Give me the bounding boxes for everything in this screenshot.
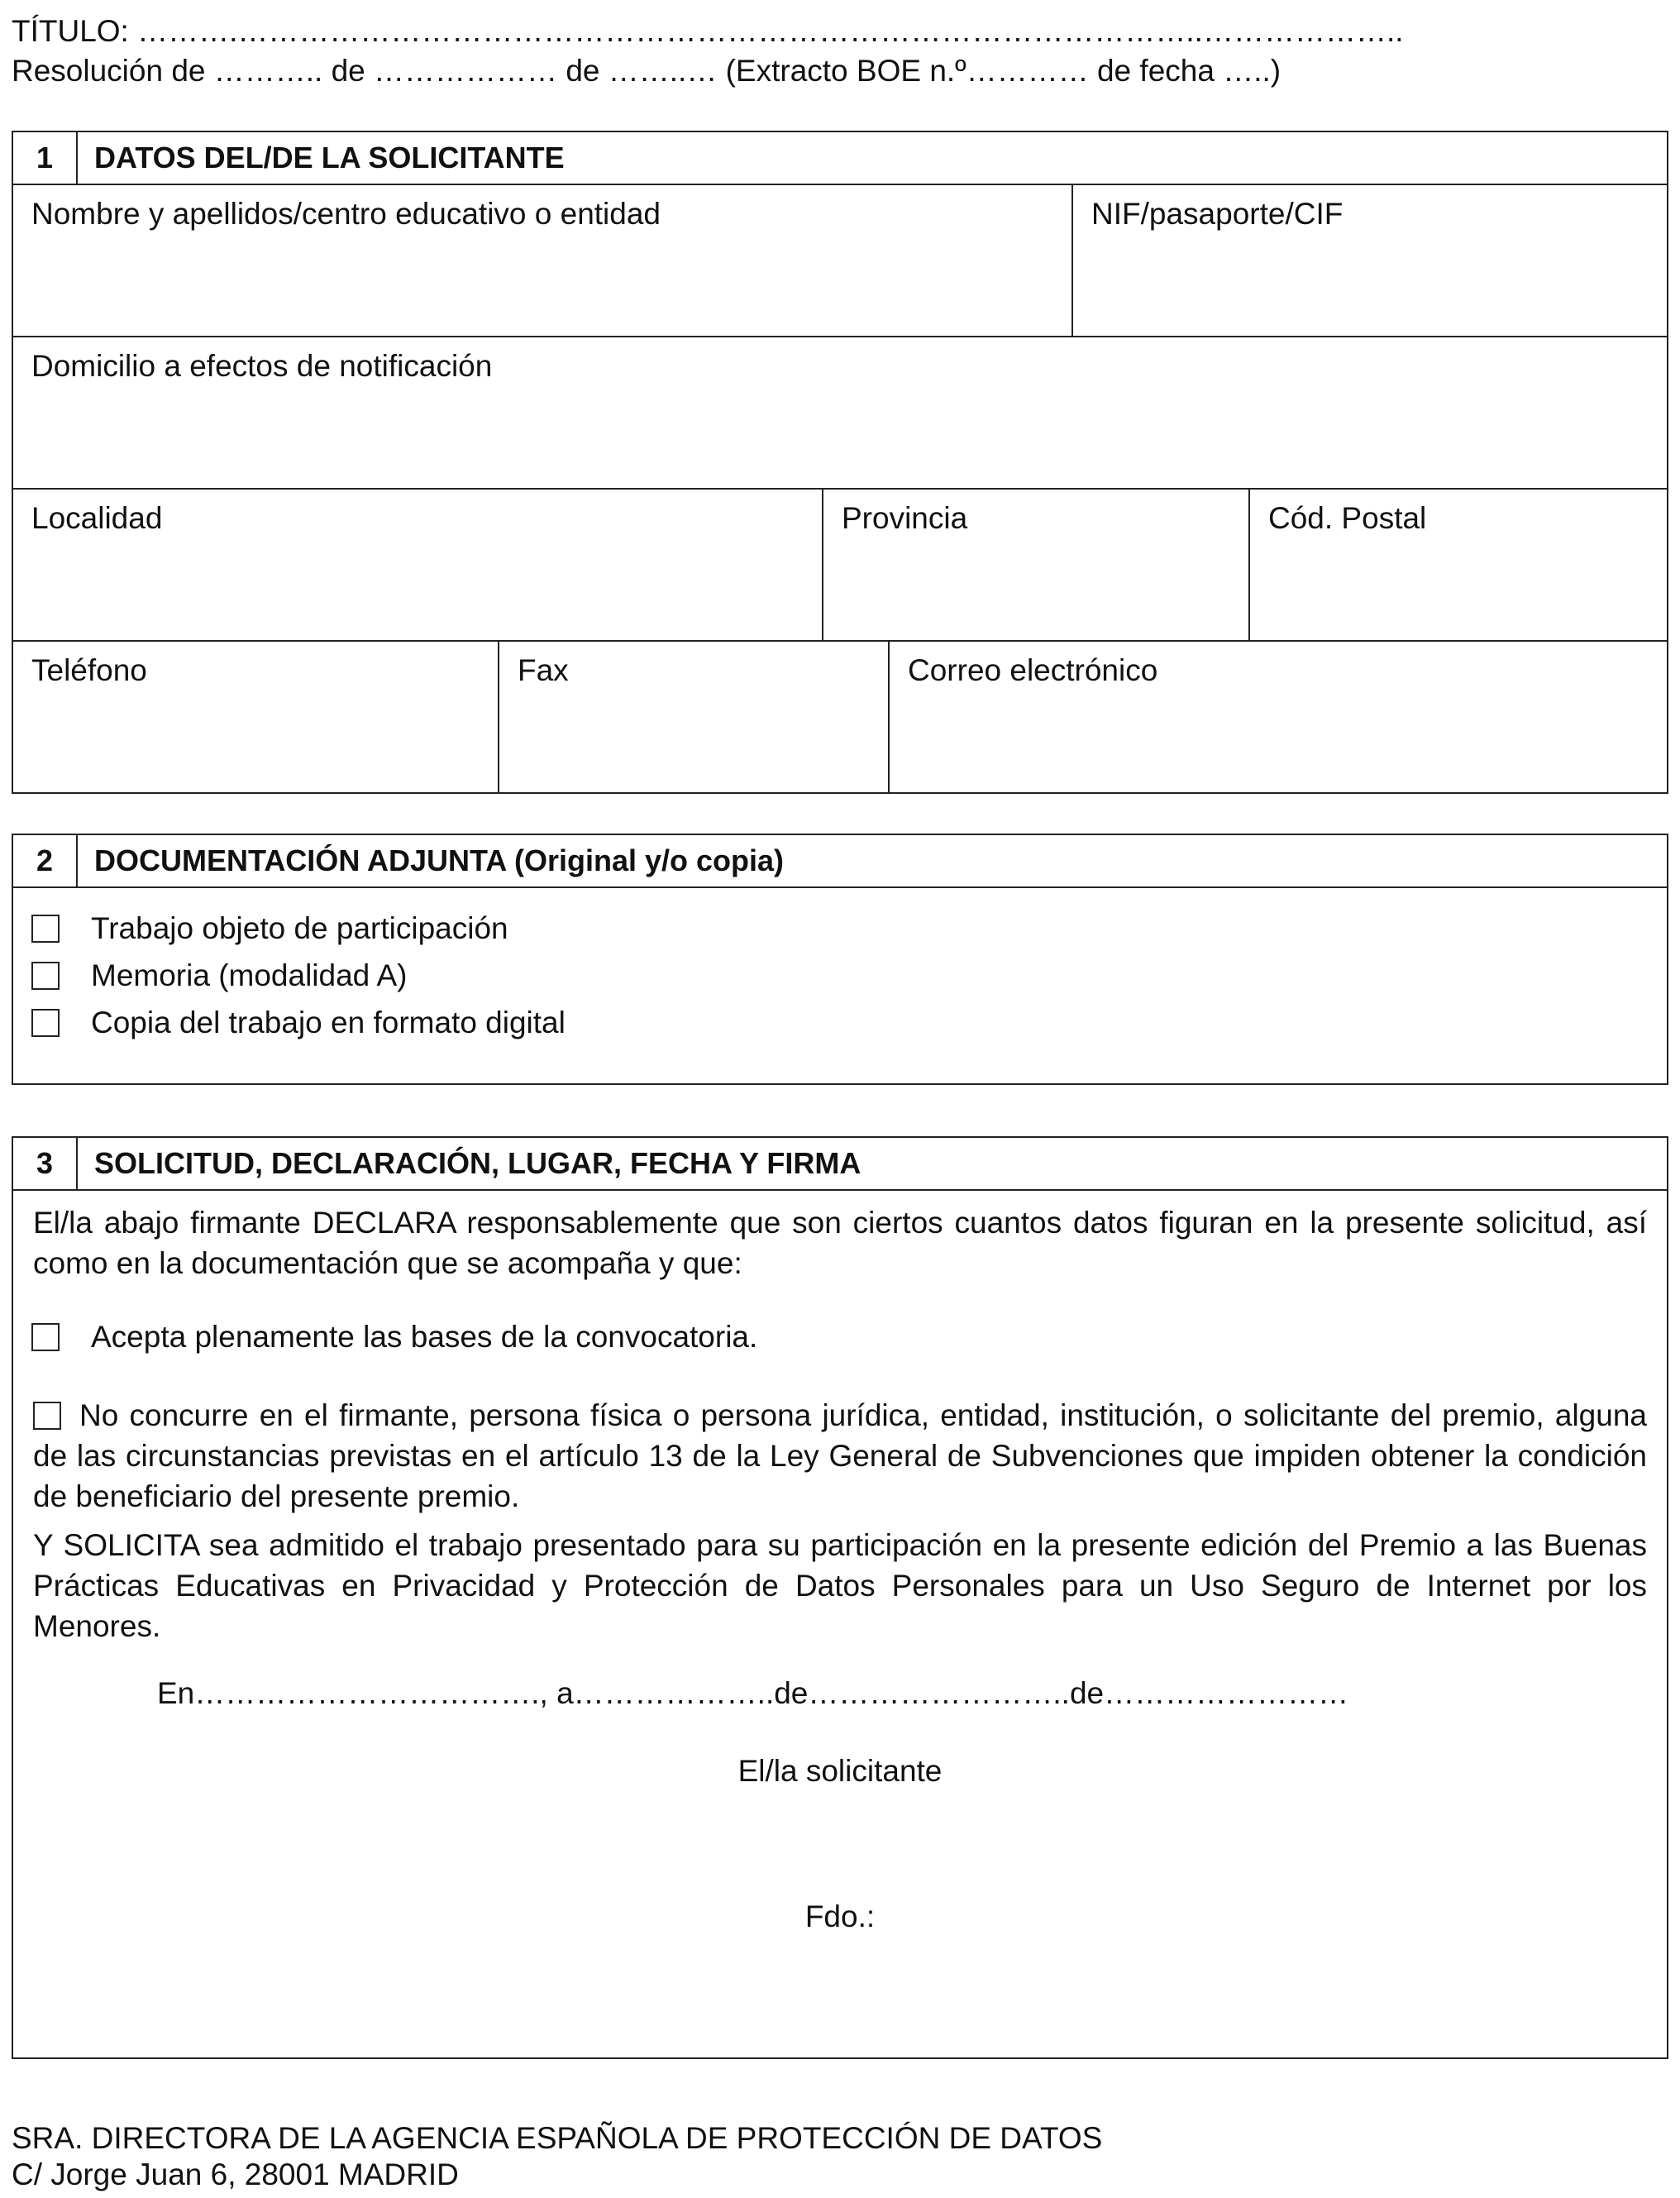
signature-label: Fdo.: — [804, 1899, 876, 1933]
checklist-item — [13, 999, 1667, 1046]
form-row — [13, 337, 1667, 490]
request-text: Y SOLICITA sea admitido el trabajo presentado para su participación en la presente edición del Premio a las Buenas Prácticas Educativas en Privacidad y Protección de Datos Personales para un Uso Seguro de Internet por los Menores. — [33, 1528, 1647, 1643]
titulo-line: TÍTULO: ……….…………………………………………………………………………………..……………….. — [12, 14, 1404, 48]
checkbox[interactable] — [33, 1402, 61, 1430]
checkbox-label: Trabajo objeto de participación — [91, 910, 508, 945]
section-attached-docs — [12, 834, 1668, 1085]
section-title: DOCUMENTACIÓN ADJUNTA (Original y/o copia) — [94, 843, 785, 877]
resolucion-line: Resolución de ……….. de ……………… de ……..… (Extracto BOE n.º………… de fecha …..) — [12, 54, 1281, 88]
section-title: DATOS DEL/DE LA SOLICITANTE — [94, 141, 565, 174]
phone-field[interactable] — [13, 642, 499, 794]
checkbox[interactable] — [31, 915, 60, 943]
place-date-line: En……………………………., a………………..de……………………..de…………………… — [157, 1676, 1349, 1710]
postal-code-field[interactable] — [1250, 490, 1667, 640]
locality-field[interactable] — [13, 490, 823, 640]
address-line: C/ Jorge Juan 6, 28001 MADRID — [12, 2157, 459, 2191]
section-header — [13, 1138, 1667, 1191]
checklist — [13, 888, 1667, 1046]
address-field-label: Domicilio a efectos de notificación — [31, 349, 493, 383]
name-field[interactable] — [13, 185, 1073, 336]
checkbox-label: No concurre en el firmante, persona física o persona jurídica, entidad, institución, o solicitante del premio, alguna de las circunstancias previstas en el artículo 13 de la Ley General de Subvenciones que impiden obtener la condición de beneficiario del presente premio. — [33, 1398, 1647, 1513]
province-field-label: Provincia — [842, 501, 968, 535]
applicant-label: El/la solicitante — [737, 1754, 943, 1788]
section-applicant-data — [12, 131, 1668, 794]
addressee-line: SRA. DIRECTORA DE LA AGENCIA ESPAÑOLA DE PROTECCIÓN DE DATOS — [12, 2121, 1103, 2155]
email-field[interactable] — [890, 642, 1667, 794]
checklist-item — [13, 905, 1667, 952]
fax-field-label: Fax — [518, 653, 569, 687]
checkbox-label: Acepta plenamente las bases de la convocatoria. — [91, 1319, 758, 1354]
no-concurrence-item — [13, 1395, 1667, 1517]
checklist-item — [13, 952, 1667, 999]
address-field[interactable] — [13, 337, 1667, 488]
fax-field[interactable] — [499, 642, 890, 794]
province-field[interactable] — [823, 490, 1250, 640]
form-row — [13, 185, 1667, 337]
accept-terms-item — [13, 1313, 1667, 1360]
section-number: 1 — [13, 132, 78, 184]
form-row — [13, 490, 1667, 642]
section-title: SOLICITUD, DECLARACIÓN, LUGAR, FECHA Y FIRMA — [94, 1146, 861, 1180]
checkbox[interactable] — [31, 1323, 60, 1351]
name-field-label: Nombre y apellidos/centro educativo o entidad — [31, 197, 661, 231]
locality-field-label: Localidad — [31, 501, 163, 535]
section-number: 2 — [13, 835, 78, 886]
checkbox-label: Copia del trabajo en formato digital — [91, 1005, 566, 1039]
checkbox[interactable] — [31, 1009, 60, 1037]
nif-field-label: NIF/pasaporte/CIF — [1091, 197, 1344, 231]
declaration-text: El/la abajo firmante DECLARA responsablemente que son ciertos cuantos datos figuran en la presente solicitud, así como en la documentación que se acompaña y que: — [33, 1206, 1647, 1280]
checkbox-label: Memoria (modalidad A) — [91, 958, 408, 992]
section-request-signature — [12, 1136, 1668, 2059]
postal-code-field-label: Cód. Postal — [1268, 501, 1427, 535]
email-field-label: Correo electrónico — [908, 653, 1158, 687]
checkbox[interactable] — [31, 962, 60, 990]
section-header — [13, 132, 1667, 185]
nif-field[interactable] — [1073, 185, 1667, 336]
section-number: 3 — [13, 1138, 78, 1189]
form-row — [13, 642, 1667, 794]
section-header — [13, 835, 1667, 888]
phone-field-label: Teléfono — [31, 653, 147, 687]
